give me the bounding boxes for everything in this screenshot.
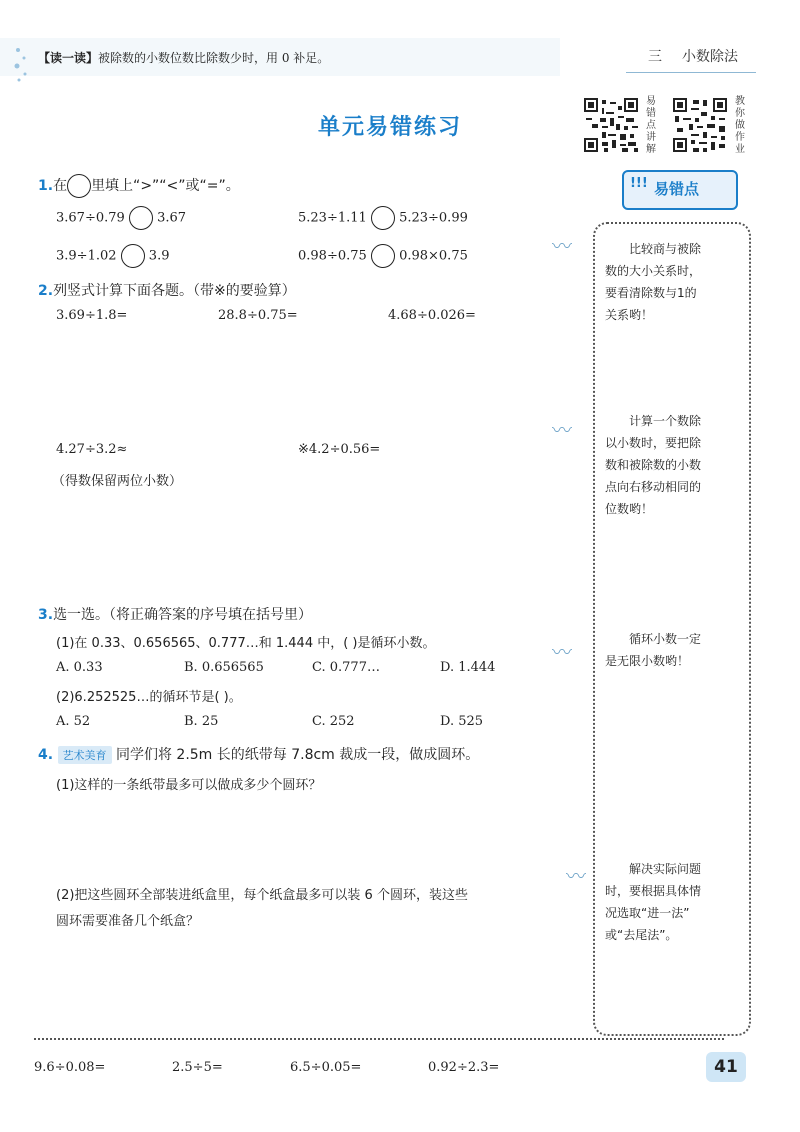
q1-item-3: 3.9÷1.02 3.9: [56, 244, 169, 268]
art-education-tag: 艺术美育: [58, 746, 112, 764]
q4-sub-1: (1)这样的一条纸带最多可以做成多少个圆环？: [56, 778, 322, 793]
curl-arrow-icon: 〰: [552, 640, 572, 664]
q1-item-4: 0.98÷0.75 0.98×0.75: [298, 244, 468, 268]
question-3-prompt: 3.选一选。（将正确答案的序号填在括号里）: [38, 607, 313, 623]
footer-expr-4: 0.92÷2.3=: [428, 1060, 500, 1075]
q2-expr-1: 3.69÷1.8=: [56, 308, 128, 323]
q2-expr-4: 4.27÷3.2≈: [56, 442, 128, 457]
qr-right-caption: 教 你 做 作 业: [735, 96, 745, 155]
error-prone-badge: [622, 170, 738, 210]
q3-option[interactable]: D. 525: [440, 714, 484, 729]
page-title: 单元易错练习: [317, 115, 462, 140]
q3-sub-1: (1)在 0.33、0.656565、0.777…和 1.444 中，( )是循环小数。: [56, 636, 436, 651]
qr-code-icon[interactable]: [671, 96, 729, 154]
footer-divider: [34, 1038, 724, 1040]
question-2-prompt: 2.列竖式计算下面各题。（带※的要验算）: [38, 283, 296, 299]
unit-name: 小数除法: [682, 49, 738, 65]
q2-expr-3: 4.68÷0.026=: [388, 308, 476, 323]
q2-note: （得数保留两位小数）: [52, 474, 183, 489]
page-number: 41: [706, 1052, 746, 1082]
tip-1: 比较商与被除 数的大小关系时， 要看清除数与1的 关系哟！: [605, 242, 702, 322]
q3-sub-2: (2)6.252525…的循环节是( )。: [56, 690, 242, 705]
tip-3: 循环小数一定 是无限小数哟！: [605, 632, 702, 668]
q3-option[interactable]: A. 0.33: [56, 660, 103, 675]
qr-code-icon[interactable]: [582, 96, 640, 154]
answer-circle: [67, 174, 91, 198]
unit-number: 三: [648, 49, 662, 65]
question-4-prompt: 4. 艺术美育 同学们将 2.5m 长的纸带每 7.8cm 裁成一段，做成圆环。: [38, 747, 480, 763]
badge-label: 易错点: [654, 180, 700, 198]
footer-expr-3: 6.5÷0.05=: [290, 1060, 362, 1075]
q3-option[interactable]: C. 0.777…: [312, 660, 380, 675]
answer-circle[interactable]: [371, 206, 395, 230]
unit-heading: [626, 40, 756, 73]
footer-expr-1: 9.6÷0.08=: [34, 1060, 106, 1075]
answer-circle[interactable]: [371, 244, 395, 268]
q3-option[interactable]: B. 0.656565: [184, 660, 264, 675]
qr-left-caption: 易 错 点 讲 解: [646, 96, 656, 155]
reading-tip: [38, 49, 329, 66]
q1-item-1: 3.67÷0.79 3.67: [56, 206, 186, 230]
question-number: 1.: [38, 178, 54, 194]
q2-expr-5: ※4.2÷0.56=: [298, 442, 381, 457]
q1-item-2: 5.23÷1.11 5.23÷0.99: [298, 206, 468, 230]
footer-expr-2: 2.5÷5=: [172, 1060, 223, 1075]
tip-2: 计算一个数除 以小数时，要把除 数和被除数的小数 点向右移动相同的 位数哟！: [605, 414, 702, 516]
answer-circle[interactable]: [129, 206, 153, 230]
reading-tip-text: 被除数的小数位数比除数少时，用 0 补足。: [98, 51, 330, 65]
curl-arrow-icon: 〰: [566, 864, 586, 888]
curl-arrow-icon: 〰: [552, 234, 572, 258]
q3-option[interactable]: A. 52: [56, 714, 91, 729]
answer-circle[interactable]: [121, 244, 145, 268]
q4-sub-2-line-2: 圆环需要准备几个纸盒？: [56, 914, 200, 929]
question-1-prompt: 1.在 里填上“>”“<”或“=”。: [38, 174, 240, 198]
q2-expr-2: 28.8÷0.75=: [218, 308, 298, 323]
curl-arrow-icon: 〰: [552, 418, 572, 442]
q3-option[interactable]: B. 25: [184, 714, 219, 729]
decorative-dots-icon: [12, 44, 32, 84]
exclamation-icon: !!!: [630, 176, 648, 191]
q3-option[interactable]: C. 252: [312, 714, 355, 729]
tip-4: 解决实际问题 时，要根据具体情 况选取“进一法” 或“去尾法”。: [605, 862, 702, 942]
reading-tip-label: 【读一读】: [38, 51, 99, 65]
q4-sub-2-line-1: (2)把这些圆环全部装进纸盒里，每个纸盒最多可以装 6 个圆环，装这些: [56, 888, 468, 903]
q3-option[interactable]: D. 1.444: [440, 660, 496, 675]
